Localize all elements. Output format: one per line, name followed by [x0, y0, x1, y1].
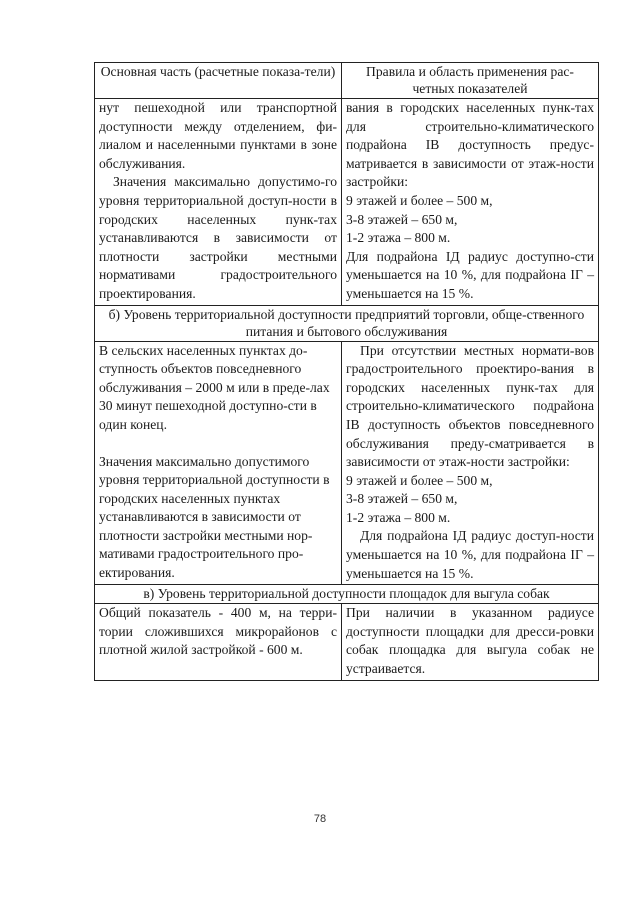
row3-left-cell [95, 604, 342, 680]
row1-left-para-2: Значения максимально допустимо-го уровня территориальной доступ-ности в городских населенных пунк-тах устанавливаются в зависимости от плотности застройки местными нормативами градостроительного проектирования. [99, 174, 337, 301]
standards-table [94, 62, 599, 681]
row2-right-para-1: При отсутствии местных нормати-вов градостроительного проектиро-вания в городских населенных пунк-тах для строительно-климатического подрайона IВ доступность объектов повседневного обслуживания преду-сматривается в зависимости от этаж-ности застройки: [346, 342, 594, 470]
table-row [95, 604, 599, 680]
row2-right-line-4: 1-2 этажа – 800 м. [346, 509, 451, 525]
row3-right-para: При наличии в указанном радиусе доступности площадки для дресси-ровки собак площадка для выгула собак не устраивается. [346, 605, 594, 677]
table-header-row [95, 63, 599, 99]
section-c-row [95, 585, 599, 604]
section-b-heading: б) Уровень территориальной доступности предприятий торговли, обще-ственного питания и бытового обслуживания [95, 305, 599, 341]
row1-left-cell [95, 99, 342, 306]
row1-right-para-5: Для подрайона IД радиус доступно-сти уменьшается на 10 %, для подрайона IГ – уменьшается на 15 %. [346, 248, 594, 301]
row2-left-para-1: В сельских населенных пунктах до-ступность объектов повседневного обслуживания – 2000 м или в преде-лах 30 минут пешеходной доступно-сти в один конец. [99, 342, 330, 432]
section-b-row [95, 305, 599, 341]
row3-right-cell [342, 604, 599, 680]
paragraph-gap [99, 435, 337, 453]
section-c-heading: в) Уровень территориальной доступности площадок для выгула собак [95, 585, 599, 604]
page-number: 78 [313, 813, 327, 825]
row2-right-cell [342, 341, 599, 585]
row3-left-para: Общий показатель - 400 м, на терри-тории сложившихся микрорайонов с плотной жилой застройкой - 600 м. [99, 605, 337, 658]
row1-right-line-3: 3-8 этажей – 650 м, [346, 211, 458, 227]
row2-left-cell [95, 341, 342, 585]
row1-right-para-1: вания в городских населенных пунк-тах для строительно-климатического подрайона IВ доступность предус-матривается в зависимости от этаж-ности застройки: [346, 100, 594, 190]
row1-right-cell [342, 99, 599, 306]
header-main-part: Основная часть (расчетные показа-тели) [95, 63, 342, 99]
row2-right-line-2: 9 этажей и более – 500 м, [346, 472, 493, 488]
row2-right-para-5: Для подрайона IД радиус доступ-ности уменьшается на 10 %, для подрайона IГ – уменьшается на 15 %. [346, 528, 594, 581]
header-rules: Правила и область применения рас-четных показателей [342, 63, 599, 99]
row2-left-para-2: Значения максимально допустимого уровня территориальной доступности в городских населенных пунктах устанавливаются в зависимости от плотности застройки местными нор-мативами градостроительного про-ектирования. [99, 453, 330, 581]
table-row [95, 99, 599, 306]
table-row [95, 341, 599, 585]
row2-right-line-3: 3-8 этажей – 650 м, [346, 491, 458, 507]
row1-right-line-4: 1-2 этажа – 800 м. [346, 230, 451, 246]
row1-right-line-2: 9 этажей и более – 500 м, [346, 192, 493, 208]
row1-left-para-1: нут пешеходной или транспортной доступности между отделением, фи-лиалом и населенными пунктами в зоне обслуживания. [99, 100, 337, 171]
